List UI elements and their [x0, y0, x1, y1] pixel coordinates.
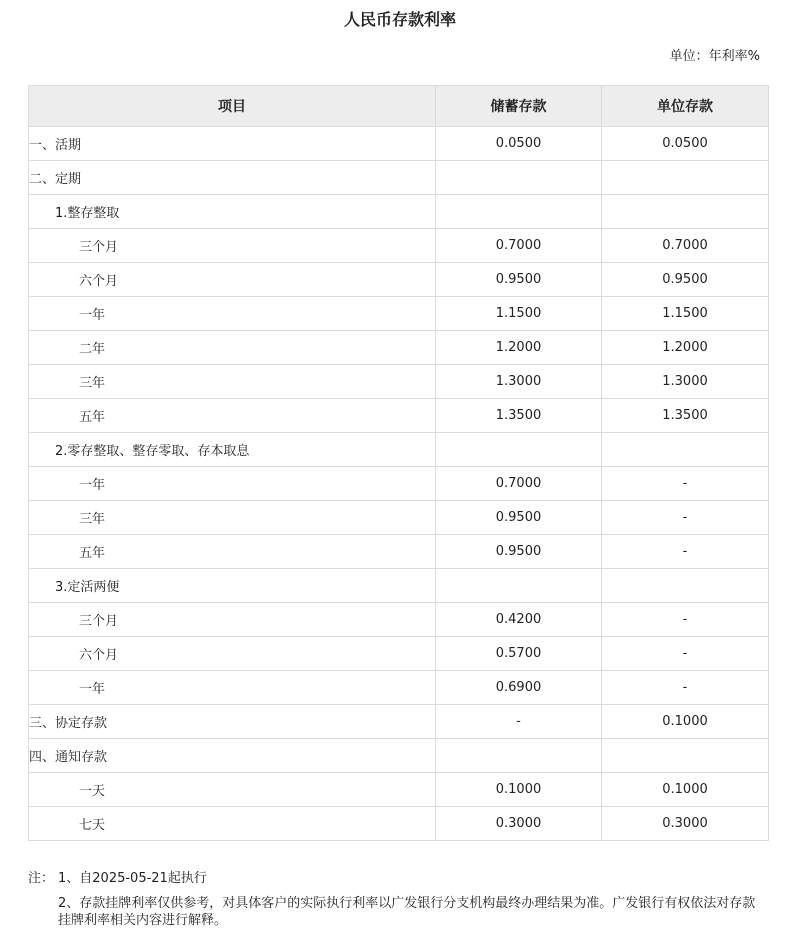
header-corporate: 单位存款: [602, 86, 769, 127]
header-item: 项目: [29, 86, 436, 127]
savings-rate-cell: 0.9500: [436, 501, 602, 535]
header-savings: 储蓄存款: [436, 86, 602, 127]
savings-rate-cell: 0.7000: [436, 229, 602, 263]
table-row: [29, 433, 769, 467]
note-text-1: 1、自2025-05-21起执行: [58, 871, 207, 886]
table-row: [29, 161, 769, 195]
savings-rate-cell: 1.2000: [436, 331, 602, 365]
corporate-rate-cell: 1.3000: [602, 365, 769, 399]
row-label: 一年: [29, 467, 436, 501]
corporate-rate-cell: 0.9500: [602, 263, 769, 297]
corporate-rate-cell: 0.3000: [602, 807, 769, 841]
corporate-rate-cell: -: [602, 637, 769, 671]
note-line-2: [28, 895, 768, 929]
savings-rate-cell: [436, 739, 602, 773]
row-label: 三年: [29, 501, 436, 535]
table-header-row: [29, 86, 769, 127]
row-label: 七天: [29, 807, 436, 841]
savings-rate-cell: 1.3500: [436, 399, 602, 433]
table-row: [29, 569, 769, 603]
table-row: [29, 739, 769, 773]
row-label: 三年: [29, 365, 436, 399]
savings-rate-cell: 0.5700: [436, 637, 602, 671]
notes: [28, 870, 768, 929]
savings-rate-cell: [436, 433, 602, 467]
page-title: 人民币存款利率: [343, 10, 456, 29]
row-label: 一天: [29, 773, 436, 807]
savings-rate-cell: 1.3000: [436, 365, 602, 399]
row-label: 五年: [29, 399, 436, 433]
corporate-rate-cell: 1.1500: [602, 297, 769, 331]
savings-rate-cell: -: [436, 705, 602, 739]
table-body: [29, 127, 769, 841]
savings-rate-cell: 1.1500: [436, 297, 602, 331]
deposit-rate-table: [28, 85, 769, 841]
savings-rate-cell: 0.9500: [436, 263, 602, 297]
row-label: 五年: [29, 535, 436, 569]
corporate-rate-cell: 0.1000: [602, 705, 769, 739]
table-row: [29, 365, 769, 399]
corporate-rate-cell: [602, 195, 769, 229]
table-row: [29, 127, 769, 161]
note-text-2: 2、存款挂牌利率仅供参考，对具体客户的实际执行利率以广发银行分支机构最终办理结果为准。广发银行有权依法对存款挂牌利率相关内容进行解释。: [58, 896, 756, 928]
table-row: [29, 671, 769, 705]
corporate-rate-cell: 0.0500: [602, 127, 769, 161]
savings-rate-cell: 0.1000: [436, 773, 602, 807]
row-label: 2.零存整取、整存零取、存本取息: [29, 433, 436, 467]
row-label: 一年: [29, 297, 436, 331]
savings-rate-cell: 0.0500: [436, 127, 602, 161]
table-row: [29, 229, 769, 263]
corporate-rate-cell: -: [602, 501, 769, 535]
corporate-rate-cell: 1.3500: [602, 399, 769, 433]
savings-rate-cell: [436, 195, 602, 229]
corporate-rate-cell: 1.2000: [602, 331, 769, 365]
unit-label: 单位：年利率%: [669, 49, 760, 64]
table-row: [29, 807, 769, 841]
table-row: [29, 535, 769, 569]
table-row: [29, 705, 769, 739]
note-line-1: [28, 870, 768, 887]
row-label: 1.整存整取: [29, 195, 436, 229]
row-label: 四、通知存款: [29, 739, 436, 773]
row-label: 三个月: [29, 603, 436, 637]
corporate-rate-cell: -: [602, 603, 769, 637]
row-label: 一年: [29, 671, 436, 705]
table-row: [29, 467, 769, 501]
row-label: 一、活期: [29, 127, 436, 161]
corporate-rate-cell: -: [602, 671, 769, 705]
row-label: 三、协定存款: [29, 705, 436, 739]
corporate-rate-cell: 0.1000: [602, 773, 769, 807]
note-prefix: 注：: [28, 871, 55, 886]
row-label: 三个月: [29, 229, 436, 263]
table-row: [29, 773, 769, 807]
row-label: 六个月: [29, 263, 436, 297]
corporate-rate-cell: 0.7000: [602, 229, 769, 263]
savings-rate-cell: 0.9500: [436, 535, 602, 569]
row-label: 二、定期: [29, 161, 436, 195]
savings-rate-cell: 0.6900: [436, 671, 602, 705]
corporate-rate-cell: [602, 739, 769, 773]
savings-rate-cell: [436, 161, 602, 195]
table-row: [29, 331, 769, 365]
table-row: [29, 603, 769, 637]
corporate-rate-cell: -: [602, 467, 769, 501]
table-row: [29, 263, 769, 297]
row-label: 二年: [29, 331, 436, 365]
savings-rate-cell: 0.4200: [436, 603, 602, 637]
table-row: [29, 297, 769, 331]
row-label: 六个月: [29, 637, 436, 671]
corporate-rate-cell: [602, 569, 769, 603]
table-row: [29, 195, 769, 229]
table-row: [29, 399, 769, 433]
table-row: [29, 501, 769, 535]
savings-rate-cell: 0.7000: [436, 467, 602, 501]
savings-rate-cell: [436, 569, 602, 603]
corporate-rate-cell: [602, 433, 769, 467]
table-row: [29, 637, 769, 671]
row-label: 3.定活两便: [29, 569, 436, 603]
savings-rate-cell: 0.3000: [436, 807, 602, 841]
corporate-rate-cell: [602, 161, 769, 195]
corporate-rate-cell: -: [602, 535, 769, 569]
